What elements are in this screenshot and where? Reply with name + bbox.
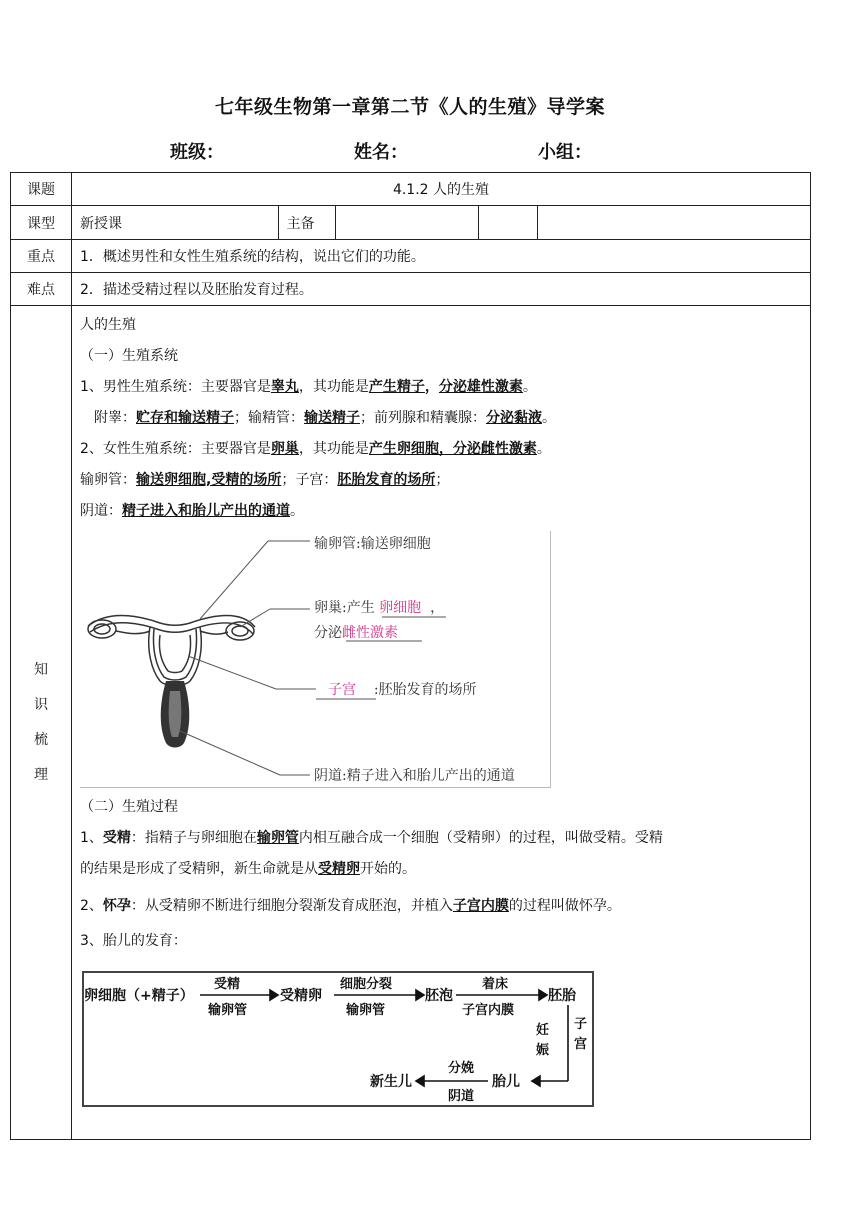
class-label: 班级： — [170, 142, 224, 163]
group-label: 小组： — [538, 142, 592, 163]
section-reproduction-process: （二）生殖过程 — [80, 799, 178, 815]
knowledge-content — [72, 306, 811, 1140]
fetal-development-flowchart — [82, 971, 594, 1107]
empty-cell — [478, 206, 537, 239]
answer-oviduct: 输送卵细胞,受精的场所 — [136, 472, 282, 488]
difficulty-value: 2．描述受精过程以及胚胎发育过程。 — [72, 273, 811, 306]
type-value: 新授课 — [72, 206, 278, 239]
term-pregnancy: 怀孕 — [102, 898, 131, 914]
flow-arrow2-top: 细胞分裂 — [340, 977, 393, 992]
answer-male-organ: 睾丸 — [270, 379, 299, 395]
flow-arrow2-bottom: 输卵管 — [346, 1003, 386, 1018]
flow-newborn: 新生儿 — [370, 1074, 412, 1090]
female-system-line: 2、女性生殖系统：主要器官是卵巢，其功能是产生卵细胞，分泌雌性激素。 — [80, 441, 551, 457]
student-info — [0, 138, 860, 164]
empty-cell — [537, 206, 810, 239]
answer-female-func: 产生卵细胞，分泌雌性激素 — [368, 441, 537, 457]
answer-male-func2: 分泌雄性激素 — [438, 379, 523, 395]
flow-arrow3-top: 着床 — [482, 977, 509, 992]
difficulty-label: 难点 — [11, 273, 72, 306]
prep-label: 主备 — [278, 206, 335, 239]
vagina-line: 阴道：精子进入和胎儿产出的通道。 — [80, 503, 304, 519]
female-accessory-line: 输卵管：输送卵细胞,受精的场所；子宫：胚胎发育的场所； — [80, 472, 450, 488]
term-fertilization: 受精 — [102, 830, 131, 846]
diagram-label-oviduct: 输卵管:输送卵细胞 — [314, 536, 431, 552]
lesson-table — [10, 172, 811, 1140]
answer-vas-deferens: 输送精子 — [304, 410, 360, 426]
key-value: 1．概述男性和女性生殖系统的结构，说出它们的功能。 — [72, 240, 811, 273]
name-label: 姓名： — [354, 142, 408, 163]
diagram-label-ovary-hormone: 分泌雌性激素 — [314, 625, 398, 641]
flow-fetus: 胎儿 — [492, 1074, 520, 1090]
flow-arrow5-top: 分娩 — [448, 1061, 475, 1076]
flow-arrow1-bottom: 输卵管 — [208, 1003, 248, 1018]
flow-zygote: 受精卵 — [280, 988, 322, 1004]
diagram-label-vagina: 阴道:精子进入和胎儿产出的通道 — [314, 768, 515, 784]
flow-pregnancy-v1: 妊 — [536, 1023, 550, 1038]
male-system-line: 1、男性生殖系统：主要器官是睾丸，其功能是产生精子，分泌雄性激素。 — [80, 379, 537, 395]
flow-arrow5-bottom: 阴道 — [448, 1089, 475, 1104]
answer-male-func1: 产生精子 — [368, 379, 425, 395]
answer-female-organ: 卵巢 — [270, 441, 299, 457]
female-anatomy-illustration — [80, 531, 550, 787]
female-reproductive-diagram — [80, 531, 551, 788]
key-label: 重点 — [11, 240, 72, 273]
type-label: 课型 — [11, 206, 72, 240]
answer-vagina: 精子进入和胎儿产出的通道 — [122, 503, 290, 519]
answer-epididymis: 贮存和输送精子 — [136, 410, 234, 426]
fertilization-paragraph: 1、受精：指精子与卵细胞在输卵管内相互融合成一个细胞（受精卵）的过程，叫做受精。受精 的结果是形成了受精卵，新生命就是从受精卵开始的。 — [80, 830, 663, 877]
flow-blastocyst: 胚泡 — [425, 988, 453, 1004]
flow-egg: 卵细胞（+精子） — [84, 988, 194, 1004]
section-reproductive-system: （一）生殖系统 — [80, 348, 178, 364]
flow-uterus-v1: 子 — [574, 1017, 588, 1032]
answer-prostate: 分泌黏液 — [486, 410, 542, 426]
flow-embryo: 胚胎 — [548, 988, 576, 1004]
pregnancy-line: 2、怀孕：从受精卵不断进行细胞分裂渐发育成胚泡，并植入子宫内膜的过程叫做怀孕。 — [80, 898, 621, 914]
topic-label: 课题 — [11, 173, 72, 206]
answer-implant-place: 子宫内膜 — [452, 898, 509, 914]
answer-fertilization-place: 输卵管 — [256, 830, 299, 846]
content-heading: 人的生殖 — [80, 317, 136, 333]
fetus-development-title: 3、胎儿的发育： — [80, 933, 187, 949]
male-accessory-line: 附睾：贮存和输送精子；输精管：输送精子；前列腺和精囊腺：分泌黏液。 — [94, 410, 556, 426]
answer-new-life-start: 受精卵 — [318, 861, 360, 877]
knowledge-label: 知 识 梳 理 — [11, 306, 72, 1140]
topic-value: 4.1.2 人的生殖 — [72, 173, 811, 206]
flow-arrow3-bottom: 子宫内膜 — [462, 1003, 515, 1018]
type-row — [72, 206, 811, 240]
diagram-label-ovary: 卵巢:产生 卵细胞 ， — [314, 600, 445, 616]
flow-pregnancy-v2: 娠 — [536, 1043, 550, 1058]
page-title: 七年级生物第一章第二节《人的生殖》导学案 — [214, 96, 605, 118]
answer-uterus: 胚胎发育的场所 — [337, 472, 436, 488]
prep-value — [335, 206, 478, 239]
flow-arrow1-top: 受精 — [214, 977, 241, 992]
flow-uterus-v2: 宫 — [574, 1037, 588, 1052]
diagram-label-uterus: 子宫 :胚胎发育的场所 — [328, 682, 477, 698]
